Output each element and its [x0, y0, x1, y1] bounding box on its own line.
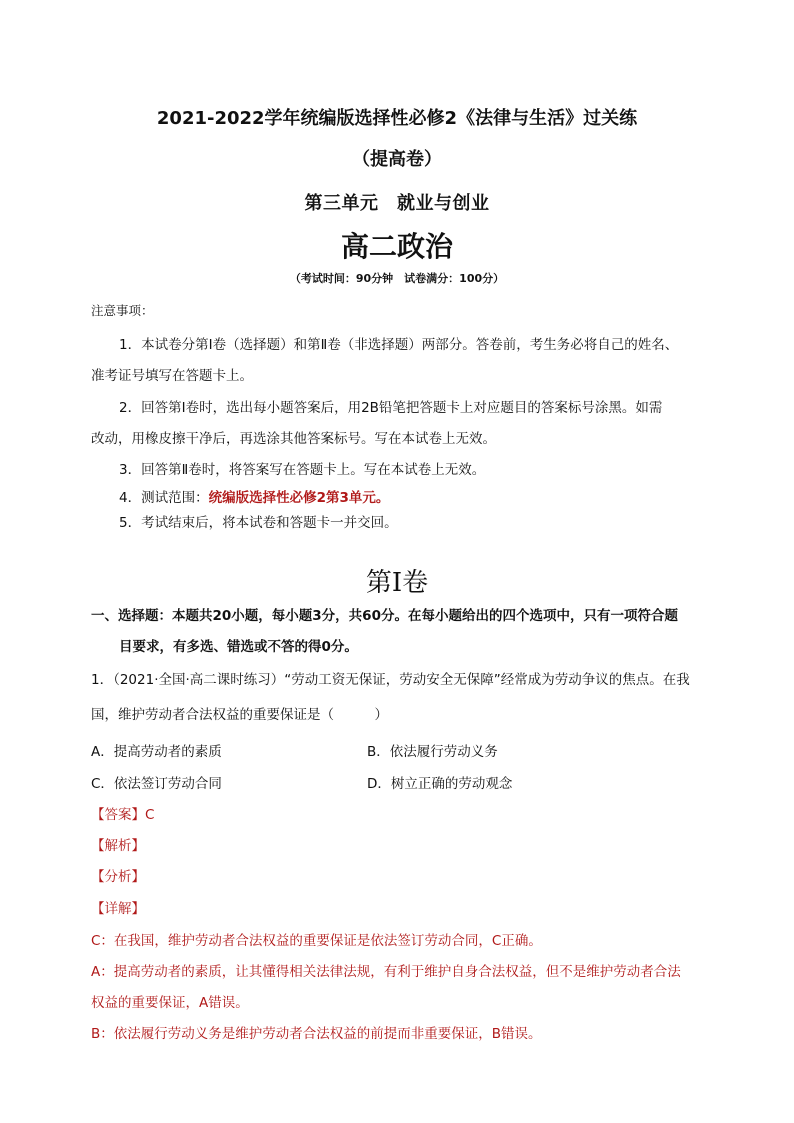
question-stem-line2: 国，维护劳动者合法权益的重要保证是（ ） — [91, 707, 388, 723]
notes-heading: 注意事项： — [91, 303, 154, 318]
test-range: 统编版选择性必修2第3单元。 — [208, 490, 390, 506]
fenxi-label: 【分析】 — [91, 869, 145, 885]
question-stem-line1: 1．（2021·全国·高二课时练习）“劳动工资无保证，劳动安全无保障”经常成为劳动争议的焦点。在我 — [91, 672, 690, 688]
answer-line — [91, 803, 154, 823]
exam-info: （考试时间：90分钟 试卷满分：100分） — [289, 272, 505, 285]
note-item-5: 5．考试结束后，将本试卷和答题卡一并交回。 — [119, 515, 398, 531]
note-item-1-line1: 1．本试卷分第Ⅰ卷（选择题）和第Ⅱ卷（非选择题）两部分。答卷前，考生务必将自己的姓名、 — [119, 337, 679, 353]
section-intro-line2: 目要求，有多选、错选或不答的得0分。 — [119, 639, 358, 655]
subject-title: 高二政治 — [340, 230, 453, 263]
note-item-4-prefix: 4．测试范围： — [119, 490, 209, 506]
option-d: D．树立正确的劳动观念 — [367, 776, 513, 792]
paper-subtitle: （提高卷） — [352, 149, 442, 170]
option-c: C．依法签订劳动合同 — [91, 776, 222, 792]
note-item-2-line2: 改动，用橡皮擦干净后，再选涂其他答案标号。写在本试卷上无效。 — [91, 431, 496, 447]
answer-value: C — [145, 807, 155, 823]
option-b: B．依法履行劳动义务 — [367, 744, 498, 760]
option-a: A．提高劳动者的素质 — [91, 744, 222, 760]
detail-option-b: B：依法履行劳动义务是维护劳动者合法权益的前提而非重要保证，B错误。 — [91, 1026, 542, 1042]
detail-label: 【详解】 — [91, 901, 145, 917]
note-item-4 — [119, 486, 389, 506]
section-title: 第Ⅰ卷 — [365, 568, 429, 598]
detail-option-a-line2: 权益的重要保证，A错误。 — [91, 995, 249, 1011]
note-item-3: 3．回答第Ⅱ卷时，将答案写在答题卡上。写在本试卷上无效。 — [119, 462, 486, 478]
unit-title: 第三单元 就业与创业 — [304, 193, 490, 214]
answer-label: 【答案】 — [91, 807, 145, 823]
detail-option-a-line1: A：提高劳动者的素质，让其懂得相关法律法规，有利于维护自身合法权益，但不是维护劳动者合法 — [91, 964, 681, 980]
paper-title: 2021-2022学年统编版选择性必修2《法律与生活》过关练 — [156, 108, 638, 129]
note-item-2-line1: 2．回答第Ⅰ卷时，选出每小题答案后，用2B铅笔把答题卡上对应题目的答案标号涂黑。如需 — [119, 400, 663, 416]
detail-option-c: C：在我国，维护劳动者合法权益的重要保证是依法签订劳动合同，C正确。 — [91, 933, 542, 949]
section-intro-line1: 一、选择题：本题共20小题，每小题3分，共60分。在每小题给出的四个选项中，只有一项符合题 — [91, 608, 678, 624]
analysis-label: 【解析】 — [91, 838, 145, 854]
note-item-1-line2: 准考证号填写在答题卡上。 — [91, 368, 253, 384]
